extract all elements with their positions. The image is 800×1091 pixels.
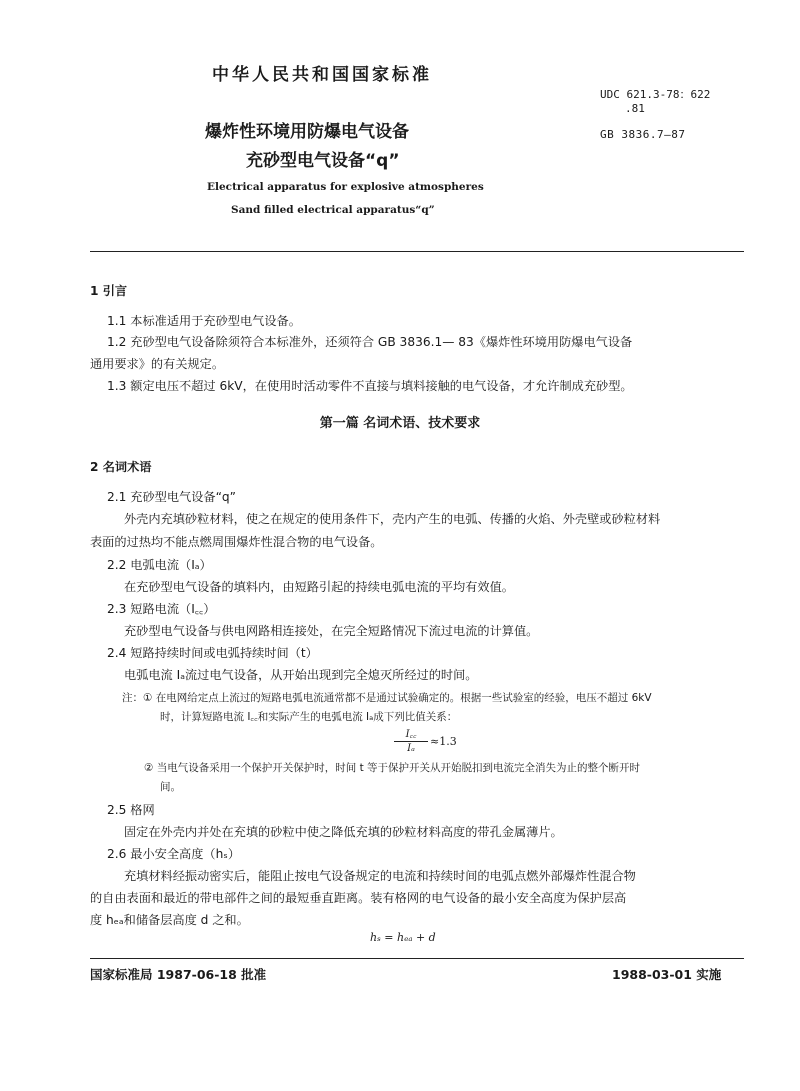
section-2-heading: 2 名词术语: [90, 460, 152, 474]
title-cn-line1: 爆炸性环境用防爆电气设备: [205, 122, 409, 142]
note-1-line2: 时，计算短路电流 I꜀꜀和实际产生的电弧电流 Iₐ成下列比值关系：: [160, 711, 458, 723]
clause-1-1: 1.1 本标准适用于充砂型电气设备。: [107, 314, 301, 328]
header-divider: [90, 251, 744, 252]
title-cn-line2: 充砂型电气设备“q”: [246, 151, 400, 171]
standard-type-heading: 中华人民共和国国家标准: [212, 65, 432, 85]
title-en-line2: Sand filled electrical apparatus“q”: [231, 204, 435, 216]
clause-2-6-title: 2.6 最小安全高度（hₛ）: [107, 847, 241, 861]
ratio-value: ≈1.3: [430, 735, 457, 748]
clause-2-6-line2: 的自由表面和最近的带电部件之间的最短垂直距离。装有格网的电气设备的最小安全高度为保护层高: [90, 891, 627, 905]
clause-2-2-text: 在充砂型电气设备的填料内，由短路引起的持续电弧电流的平均有效值。: [124, 580, 514, 594]
ratio-formula: [394, 728, 428, 755]
clause-2-6-line1: 充填材料经振动密实后，能阻止按电气设备规定的电流和持续时间的电弧点燃外部爆炸性混合物: [124, 869, 636, 883]
clause-2-4-title: 2.4 短路持续时间或电弧持续时间（t）: [107, 646, 318, 660]
note-2-line2: 间。: [160, 781, 181, 793]
udc-code-line2: .81: [625, 102, 645, 115]
section-1-heading: 1 引言: [90, 284, 128, 298]
udc-code-line1: UDC 621.3-78：622: [600, 88, 711, 101]
ratio-numerator: I꜀꜀: [394, 728, 428, 742]
clause-2-1-line2: 表面的过热均不能点燃周围爆炸性混合物的电气设备。: [90, 535, 383, 549]
clause-2-1-title: 2.1 充砂型电气设备“q”: [107, 490, 236, 504]
title-en-line1: Electrical apparatus for explosive atmospheres: [207, 181, 484, 193]
clause-2-1-line1: 外壳内充填砂粒材料，使之在规定的使用条件下，壳内产生的电弧、传播的火焰、外壳壁或砂粒材料: [124, 512, 661, 526]
approval-date: 国家标准局 1987-06-18 批准: [90, 967, 267, 982]
clause-2-6-line3: 度 hₑₐ和储备层高度 d 之和。: [90, 913, 249, 927]
ratio-denominator: Iₐ: [407, 743, 415, 754]
clause-2-4-text: 电弧电流 Iₐ流过电气设备，从开始出现到完全熄灭所经过的时间。: [124, 668, 478, 682]
clause-1-2-line2: 通用要求》的有关规定。: [90, 357, 225, 371]
gb-standard-code: GB 3836.7—87: [600, 128, 686, 141]
clause-2-5-text: 固定在外壳内并处在充填的砂粒中使之降低充填的砂粒材料高度的带孔金属薄片。: [124, 825, 563, 839]
clause-2-2-title: 2.2 电弧电流（Iₐ）: [107, 558, 212, 572]
clause-2-3-text: 充砂型电气设备与供电网路相连接处，在完全短路情况下流过电流的计算值。: [124, 624, 539, 638]
footer-divider: [90, 958, 744, 959]
clause-2-5-title: 2.5 格网: [107, 803, 155, 817]
note-2-line1: ② 当电气设备采用一个保护开关保护时，时间 t 等于保护开关从开始脱扣到电流完全消失为止的整个断开时: [144, 762, 641, 774]
clause-1-3: 1.3 额定电压不超过 6kV，在使用时活动零件不直接与填料接触的电气设备，才允许制成充砂型。: [107, 379, 633, 393]
part-1-title: 第一篇 名词术语、技术要求: [319, 416, 481, 431]
clause-1-2-line1: 1.2 充砂型电气设备除须符合本标准外，还须符合 GB 3836.1— 83《爆炸性环境用防爆电气设备: [107, 335, 633, 349]
clause-2-3-title: 2.3 短路电流（I꜀꜀）: [107, 602, 216, 616]
note-1-line1: 注：① 在电网给定点上流过的短路电弧电流通常都不是通过试验确定的。根据一些试验室的经验，电压不超过 6kV: [122, 692, 652, 704]
formula-min-safe-height: hₛ = hₑₐ + d: [370, 931, 436, 944]
implementation-date: 1988-03-01 实施: [612, 967, 722, 982]
